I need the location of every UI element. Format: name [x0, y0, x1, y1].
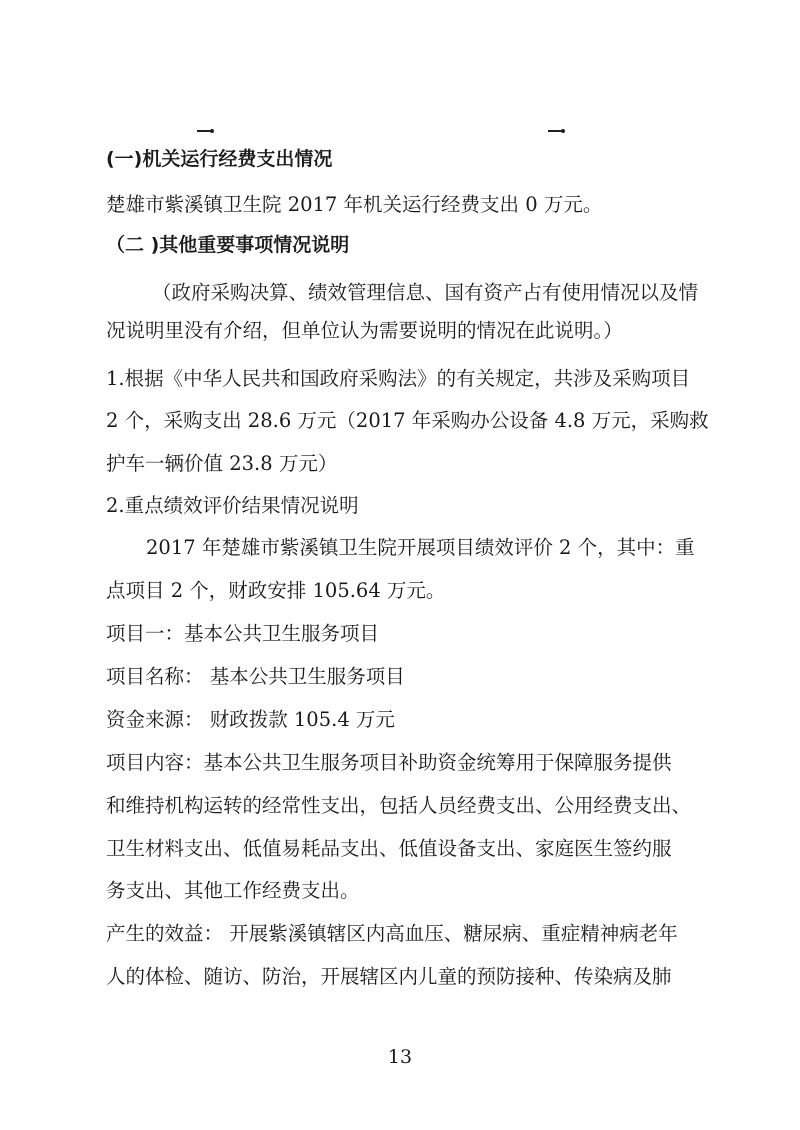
section-heading-2: （二 )其他重要事项情况说明 [106, 234, 350, 256]
paragraph-line: 况说明里没有介绍，但单位认为需要说明的情况在此说明。） [106, 319, 623, 342]
paragraph-line: 项目名称： 基本公共卫生服务项目 [106, 665, 405, 688]
paragraph-line: 项目一：基本公共卫生服务项目 [106, 622, 380, 645]
paragraph-line: 资金来源： 财政拨款 105.4 万元 [106, 708, 395, 731]
paragraph-line: 2 个，采购支出 28.6 万元（2017 年采购办公设备 4.8 万元，采购救 [106, 409, 709, 432]
scan-mark-right [548, 130, 562, 132]
paragraph-line: 产生的效益： 开展紫溪镇辖区内高血压、糖尿病、重症精神病老年 [106, 922, 678, 945]
paragraph-line: 2017 年楚雄市紫溪镇卫生院开展项目绩效评价 2 个，其中：重 [146, 536, 695, 559]
paragraph-line: 1.根据《中华人民共和国政府采购法》的有关规定，共涉及采购项目 [106, 367, 691, 390]
paragraph-line: 项目内容：基本公共卫生服务项目补助资金统筹用于保障服务提供 [106, 751, 672, 774]
paragraph-line: 楚雄市紫溪镇卫生院 2017 年机关运行经费支出 0 万元。 [106, 193, 603, 216]
page-number: 13 [387, 1046, 413, 1068]
section-heading-1: (一)机关运行经费支出情况 [106, 148, 333, 170]
paragraph-line: 务支出、其他工作经费支出。 [106, 879, 360, 902]
paragraph-line: 2.重点绩效评价结果情况说明 [106, 494, 359, 517]
paragraph-line: （政府采购决算、绩效管理信息、国有资产占有使用情况以及情 [152, 281, 699, 304]
paragraph-line: 卫生材料支出、低值易耗品支出、低值设备支出、家庭医生签约服 [106, 837, 672, 860]
paragraph-line: 护车一辆价值 23.8 万元） [106, 452, 338, 475]
scan-mark-left [197, 130, 211, 132]
paragraph-line: 人的体检、随访、防治，开展辖区内儿童的预防接种、传染病及肺 [106, 965, 672, 988]
paragraph-line: 和维持机构运转的经常性支出，包括人员经费支出、公用经费支出、 [106, 794, 692, 817]
paragraph-line: 点项目 2 个，财政安排 105.64 万元。 [106, 579, 446, 602]
